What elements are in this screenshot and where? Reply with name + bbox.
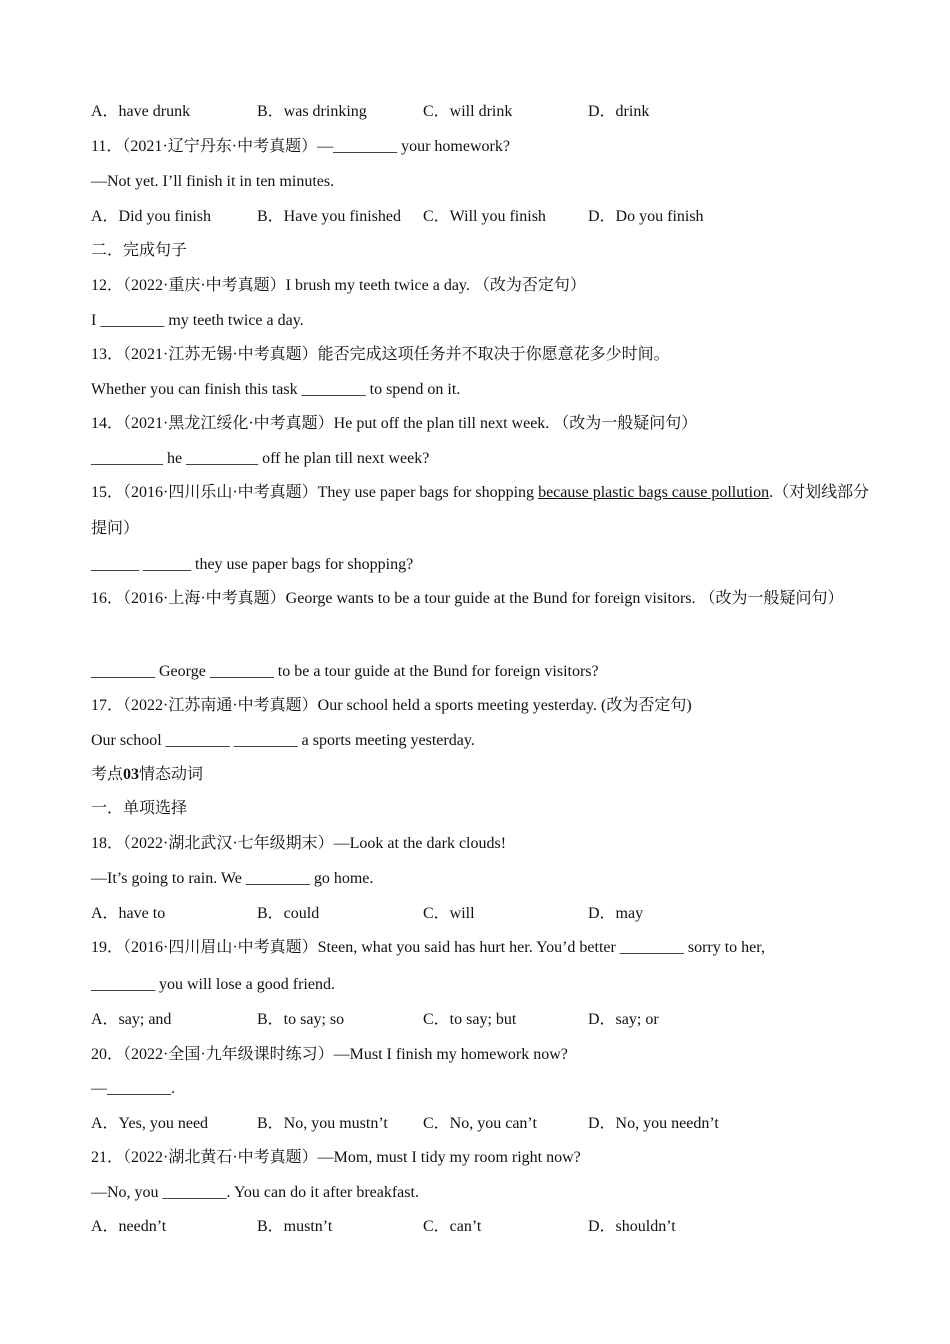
option-a: A．have to — [91, 905, 166, 922]
q15-prefix: 15．（2016·四川乐山·中考真题）They use paper bags for shopping — [91, 484, 539, 501]
option-d: D．drink — [588, 103, 650, 120]
q19-options — [91, 1010, 870, 1030]
option-c: C．will — [423, 905, 475, 922]
option-c: C．will drink — [423, 103, 513, 120]
kd-number: 03 — [123, 766, 140, 783]
q20-question: 20．（2022·全国·九年级课时练习）—Must I finish my homework now? — [91, 1046, 568, 1063]
q14-blank: _________ he _________ off he plan till next week? — [91, 450, 430, 467]
q12-blank: I ________ my teeth twice a day. — [91, 312, 304, 329]
option-b: B．was drinking — [257, 103, 367, 120]
q20-options — [91, 1114, 870, 1134]
q19-continuation: ________ you will lose a good friend. — [91, 976, 335, 993]
q11-options — [91, 207, 870, 227]
kd-title: 情态动词 — [139, 766, 204, 783]
option-a: A．have drunk — [91, 103, 191, 120]
q21-options — [91, 1217, 870, 1237]
q18-answer: —It’s going to rain. We ________ go home. — [91, 870, 374, 887]
q21-answer: —No, you ________. You can do it after breakfast. — [91, 1184, 419, 1201]
option-c: C．to say; but — [423, 1011, 517, 1028]
q11-question: 11．（2021·辽宁丹东·中考真题）—________ your homework? — [91, 138, 510, 155]
q19-question: 19．（2016·四川眉山·中考真题）Steen, what you said has hurt her. You’d better ________ sorry to her, — [91, 939, 765, 956]
option-a: A．say; and — [91, 1011, 172, 1028]
option-c: C．can’t — [423, 1218, 482, 1235]
q21-question: 21．（2022·湖北黄石·中考真题）—Mom, must I tidy my room right now? — [91, 1149, 581, 1166]
q16-blank: ________ George ________ to be a tour guide at the Bund for foreign visitors? — [91, 663, 599, 680]
section-heading-modal-verbs — [91, 765, 870, 785]
option-d: D．may — [588, 905, 644, 922]
option-d: D．say; or — [588, 1011, 659, 1028]
section-heading-complete-sentences: 二．完成句子 — [91, 242, 188, 259]
section-heading-single-choice: 一．单项选择 — [91, 800, 188, 817]
option-d: D．No, you needn’t — [588, 1115, 719, 1132]
option-d: D．shouldn’t — [588, 1218, 676, 1235]
q15-blank: ______ ______ they use paper bags for shopping? — [91, 556, 414, 573]
option-d: D．Do you finish — [588, 208, 704, 225]
q17-blank: Our school ________ ________ a sports meeting yesterday. — [91, 732, 475, 749]
q15-question — [91, 475, 870, 547]
option-c: C．No, you can’t — [423, 1115, 537, 1132]
q13-question: 13．（2021·江苏无锡·中考真题）能否完成这项任务并不取决于你愿意花多少时间。 — [91, 346, 670, 363]
q13-blank: Whether you can finish this task ________ to spend on it. — [91, 381, 461, 398]
option-b: B．Have you finished — [257, 208, 401, 225]
option-b: B．to say; so — [257, 1011, 345, 1028]
q15-underlined-part: because plastic bags cause pollution — [538, 484, 770, 501]
option-a: A．Did you finish — [91, 208, 212, 225]
q17-question: 17．（2022·江苏南通·中考真题）Our school held a sports meeting yesterday. (改为否定句) — [91, 697, 692, 714]
option-c: C．Will you finish — [423, 208, 546, 225]
q12-question: 12．（2022·重庆·中考真题）I brush my teeth twice a day. （改为否定句） — [91, 277, 586, 294]
kd-prefix: 考点 — [91, 766, 124, 783]
q14-question: 14．（2021·黑龙江绥化·中考真题）He put off the plan till next week. （改为一般疑问句） — [91, 415, 698, 432]
q18-options — [91, 904, 870, 924]
q11-answer: —Not yet. I’ll finish it in ten minutes. — [91, 173, 335, 190]
q10-options — [91, 102, 870, 122]
option-a: A．Yes, you need — [91, 1115, 209, 1132]
option-b: B．mustn’t — [257, 1218, 333, 1235]
q16-question: 16．（2016·上海·中考真题）George wants to be a tour guide at the Bund for foreign visitors. （改为一般疑问句） — [91, 590, 844, 607]
option-b: B．No, you mustn’t — [257, 1115, 388, 1132]
option-b: B．could — [257, 905, 320, 922]
q15-suffix: .（对划线部分提问） — [91, 484, 870, 537]
q20-answer: —________. — [91, 1080, 175, 1097]
q18-question: 18．（2022·湖北武汉·七年级期末）—Look at the dark clouds! — [91, 835, 507, 852]
option-a: A．needn’t — [91, 1218, 167, 1235]
